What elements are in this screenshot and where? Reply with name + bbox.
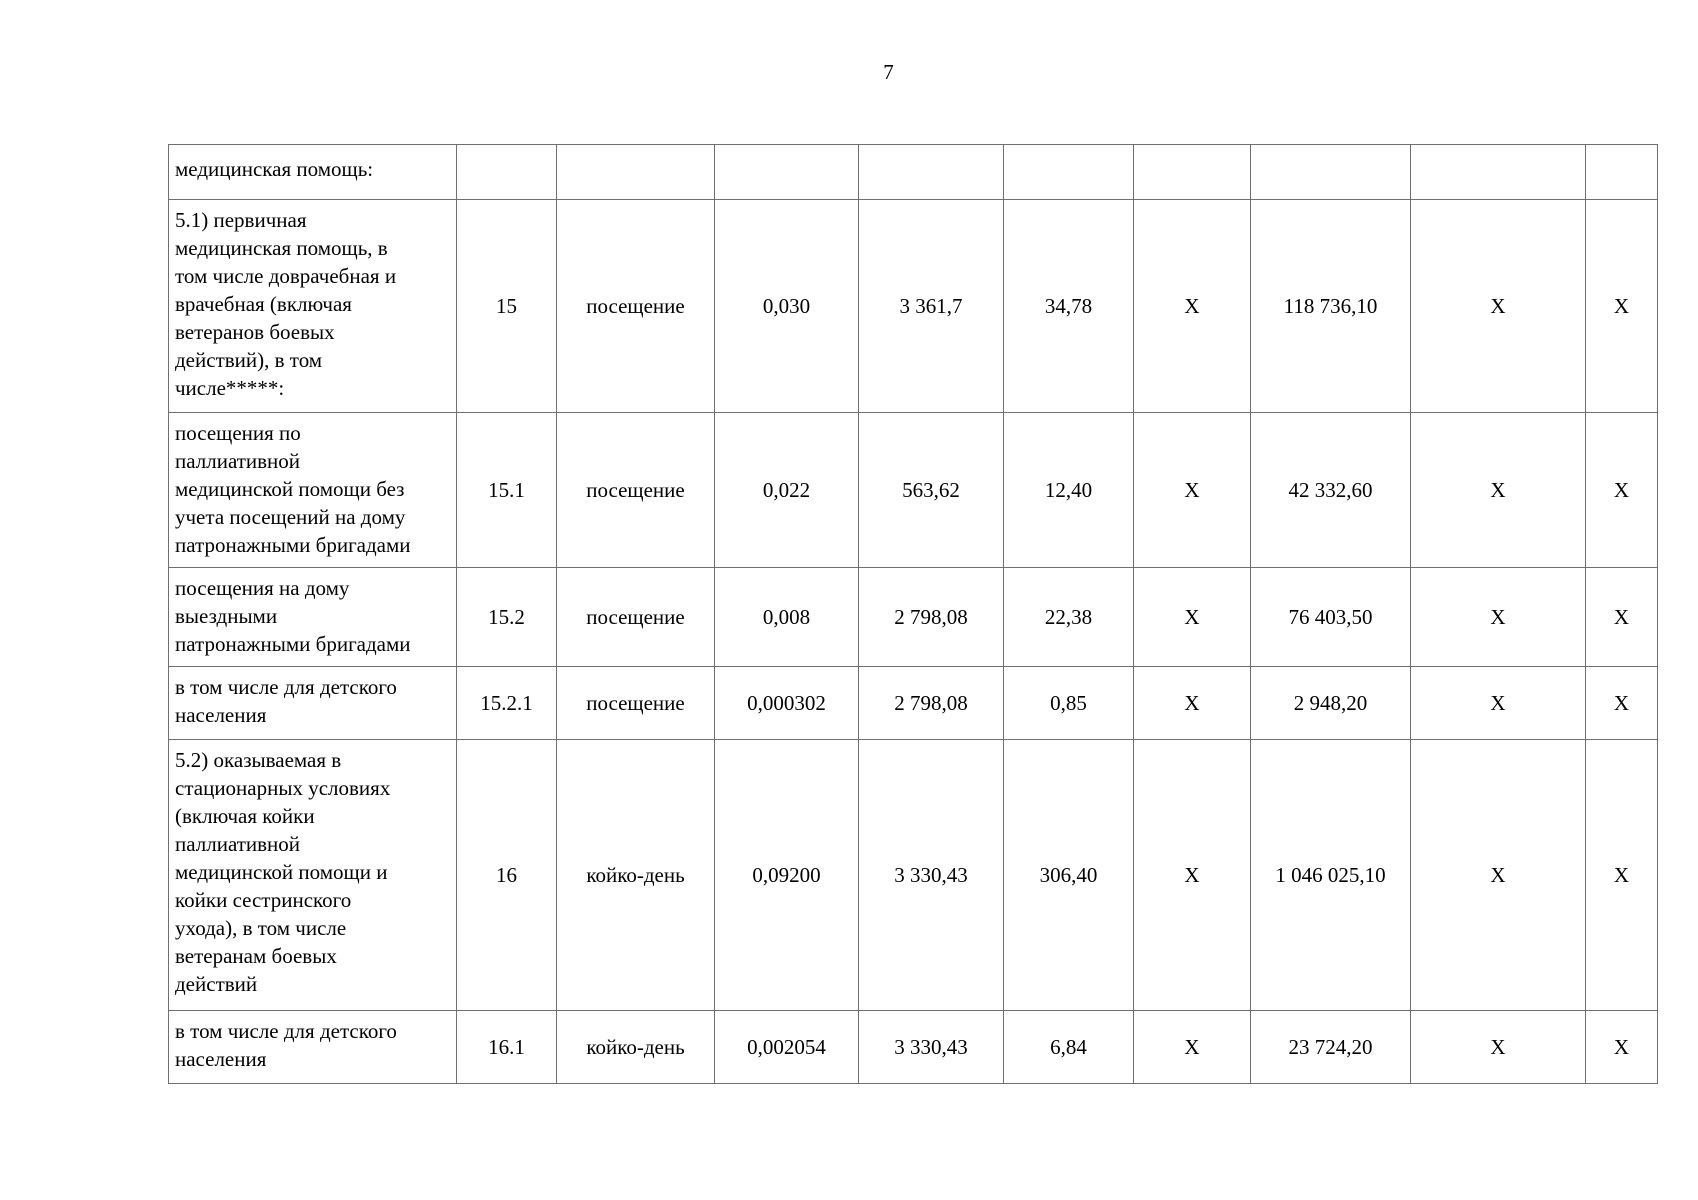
table-row [169, 1011, 1658, 1084]
table-row [169, 740, 1658, 1011]
value-cell: 563,62 [859, 413, 1004, 568]
table-row [169, 413, 1658, 568]
empty-cell [1411, 145, 1586, 200]
value-cell: 0,002054 [715, 1011, 859, 1084]
row-name-cell: 5.2) оказываемая в стационарных условиях (включая койки паллиативной медицинской помощи и койки сестринского ухода), в том числе ветеранам боевых действий [169, 740, 457, 1011]
value-cell: 0,030 [715, 200, 859, 413]
value-cell: 34,78 [1004, 200, 1134, 413]
value-cell: X [1411, 667, 1586, 740]
row-code-cell: 15 [457, 200, 557, 413]
row-name-cell: в том числе для детского населения [169, 667, 457, 740]
value-cell: X [1586, 667, 1658, 740]
value-cell: 0,09200 [715, 740, 859, 1011]
value-cell: 1 046 025,10 [1251, 740, 1411, 1011]
value-cell: X [1586, 740, 1658, 1011]
empty-cell [1251, 145, 1411, 200]
empty-cell [715, 145, 859, 200]
empty-cell [557, 145, 715, 200]
table-row [169, 200, 1658, 413]
table-row [169, 145, 1658, 200]
value-cell: X [1411, 740, 1586, 1011]
value-cell: X [1411, 568, 1586, 667]
value-cell: X [1586, 1011, 1658, 1084]
row-code-cell: 15.2.1 [457, 667, 557, 740]
value-cell: X [1411, 1011, 1586, 1084]
value-cell: 42 332,60 [1251, 413, 1411, 568]
empty-cell [859, 145, 1004, 200]
value-cell: X [1134, 740, 1251, 1011]
unit-cell: койко-день [557, 1011, 715, 1084]
unit-cell: посещение [557, 568, 715, 667]
table-row [169, 667, 1658, 740]
value-cell: 6,84 [1004, 1011, 1134, 1084]
value-cell: 0,022 [715, 413, 859, 568]
value-cell: 0,008 [715, 568, 859, 667]
row-name-cell: посещения на дому выездными патронажными бригадами [169, 568, 457, 667]
data-table [168, 144, 1658, 1084]
value-cell: X [1134, 667, 1251, 740]
value-cell: 23 724,20 [1251, 1011, 1411, 1084]
unit-cell: посещение [557, 667, 715, 740]
value-cell: 3 361,7 [859, 200, 1004, 413]
value-cell: 0,000302 [715, 667, 859, 740]
value-cell: 12,40 [1004, 413, 1134, 568]
value-cell: X [1411, 200, 1586, 413]
value-cell: X [1134, 1011, 1251, 1084]
value-cell: 2 798,08 [859, 667, 1004, 740]
row-code-cell: 16.1 [457, 1011, 557, 1084]
row-name-cell: посещения по паллиативной медицинской помощи без учета посещений на дому патронажными бригадами [169, 413, 457, 568]
unit-cell: посещение [557, 200, 715, 413]
value-cell: 2 798,08 [859, 568, 1004, 667]
page-number: 7 [883, 60, 894, 84]
value-cell: X [1586, 413, 1658, 568]
value-cell: X [1134, 200, 1251, 413]
value-cell: X [1411, 413, 1586, 568]
value-cell: X [1586, 200, 1658, 413]
value-cell: 3 330,43 [859, 1011, 1004, 1084]
value-cell: X [1134, 568, 1251, 667]
value-cell: 306,40 [1004, 740, 1134, 1011]
empty-cell [1134, 145, 1251, 200]
value-cell: 0,85 [1004, 667, 1134, 740]
value-cell: 3 330,43 [859, 740, 1004, 1011]
unit-cell: койко-день [557, 740, 715, 1011]
unit-cell: посещение [557, 413, 715, 568]
row-name-cell: 5.1) первичная медицинская помощь, в том числе доврачебная и врачебная (включая ветеранов боевых действий), в том числе*****: [169, 200, 457, 413]
value-cell: 22,38 [1004, 568, 1134, 667]
row-name-cell: в том числе для детского населения [169, 1011, 457, 1084]
value-cell: 76 403,50 [1251, 568, 1411, 667]
empty-cell [1586, 145, 1658, 200]
value-cell: 118 736,10 [1251, 200, 1411, 413]
value-cell: 2 948,20 [1251, 667, 1411, 740]
value-cell: X [1134, 413, 1251, 568]
table-row [169, 568, 1658, 667]
row-name-cell: медицинская помощь: [169, 145, 457, 200]
row-code-cell: 15.1 [457, 413, 557, 568]
row-code-cell: 16 [457, 740, 557, 1011]
row-code-cell: 15.2 [457, 568, 557, 667]
value-cell: X [1586, 568, 1658, 667]
empty-cell [1004, 145, 1134, 200]
empty-cell [457, 145, 557, 200]
